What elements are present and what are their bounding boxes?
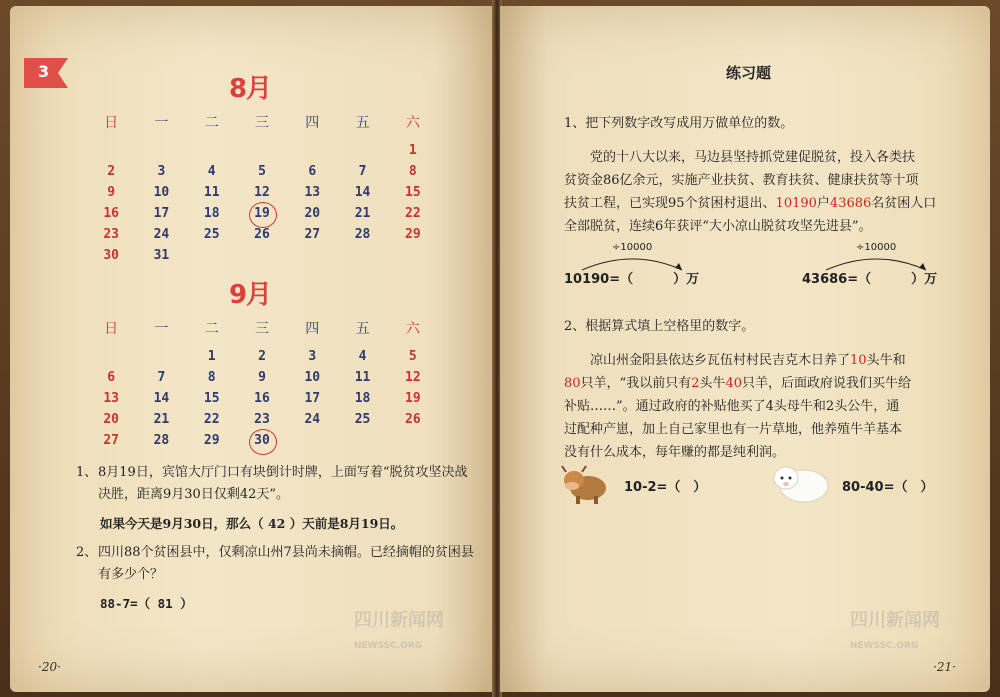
calendar-day: 17: [153, 206, 170, 221]
rq2-line-1-b: 头牛和: [866, 353, 906, 368]
rq1-line-1: 党的十八大以来，马边县坚持抓党建促脱贫，投入各类扶: [590, 150, 916, 165]
rq2-line-5: 没有什么成本，每年赚的都是纯利润。: [564, 445, 786, 460]
watermark-sub: NEWSSC.ORG: [850, 641, 919, 651]
weekday-header: 四: [305, 115, 320, 131]
month-title-august: 8月: [228, 74, 272, 104]
equation-cow: 10-2=（ ）: [624, 480, 707, 495]
calendar-day: 2: [258, 349, 266, 364]
left-page: [10, 6, 494, 692]
calendar-week: [86, 409, 438, 430]
calendar-day: 6: [308, 164, 317, 179]
calendar-day: 16: [254, 391, 270, 406]
rq2-number-40: 40: [725, 376, 743, 391]
calendar-day: 5: [408, 349, 417, 364]
calendar-day: 14: [153, 391, 170, 406]
calendar-day: 4: [207, 164, 216, 179]
exercise-title: 练习题: [726, 64, 772, 82]
calendar-day: 29: [405, 227, 421, 242]
calendar-day: 9: [107, 185, 116, 200]
page-number-left: ·20·: [38, 660, 61, 674]
calendar-day: 10: [153, 185, 170, 200]
question-2: [76, 542, 474, 586]
rq2-line-1: [590, 349, 906, 372]
calendar-day-circled: 30: [237, 433, 287, 448]
calendar-day: 25: [354, 412, 371, 427]
equation-10190: [564, 268, 699, 287]
calendar-day: 16: [103, 206, 119, 221]
rq1-number-10190: 10190: [775, 196, 817, 211]
rq2-line-2-a: 只羊，“我以前只有: [580, 376, 692, 391]
calendar-day: 31: [153, 248, 170, 263]
rq1-heading: 1、把下列数字改写成用万做单位的数。: [564, 116, 794, 131]
cow-icon: [560, 462, 610, 506]
weekday-header: 六: [405, 115, 420, 131]
calendar-day: 8: [408, 164, 417, 179]
watermark-text: 四川新闻网: [354, 610, 444, 631]
calendar-day: 28: [354, 227, 371, 242]
calendar-day: 26: [254, 227, 270, 242]
calendar-day: 9: [258, 370, 266, 385]
rq2-heading: 2、根据算式填上空格里的数字。: [564, 319, 755, 334]
rq1-line-2: 贫资金86亿余元，实施产业扶贫、教育扶贫、健康扶贫等十项: [564, 173, 919, 188]
rq1-line-3: [564, 192, 936, 215]
equation-10190-right: ）万: [673, 272, 700, 287]
calendar-day: 21: [354, 206, 371, 221]
equation-sheep: 80-40=（ ）: [842, 480, 934, 495]
equation-43686-left: 43686=（: [802, 272, 872, 287]
calendar-week: [86, 161, 438, 182]
calendar-week: [86, 430, 438, 451]
calendar-day: 12: [254, 185, 270, 200]
divide-label-2: ÷10000: [856, 242, 897, 253]
weekday-header: 二: [204, 321, 219, 337]
calendar-day: 10: [304, 370, 321, 385]
equation-43686: [802, 268, 937, 287]
right-page: [500, 6, 990, 692]
calendar-week: [86, 245, 438, 266]
calendar-week: [86, 182, 438, 203]
calendar-day: 12: [405, 370, 421, 385]
calendar-day: 18: [354, 391, 371, 406]
calendar-day: 2: [107, 164, 116, 179]
weekday-header-row: [86, 310, 438, 346]
weekday-header: 五: [355, 321, 370, 337]
calendar-day: 7: [157, 370, 166, 385]
weekday-header: 三: [254, 321, 269, 337]
rq2-line-2: [564, 372, 911, 395]
calendar-day: 22: [203, 412, 220, 427]
rq1-line-3-a: 扶贫工程，已实现95个贫困村退出、: [564, 196, 776, 211]
calendar-week: [86, 388, 438, 409]
calendar-day: 27: [304, 227, 321, 242]
question-1: [76, 462, 474, 506]
weekday-header: 日: [104, 115, 119, 131]
rq2-line-2-c: 只羊，后面政府说我们买牛给: [742, 376, 912, 391]
question-1-answer: 如果今天是9月30日，那么（ 42 ）天前是8月19日。: [100, 516, 404, 531]
question-2-number: 2、: [76, 545, 98, 560]
calendar-day: 13: [304, 185, 321, 200]
calendar-day: 27: [103, 433, 119, 448]
calendar-day-circled: 19: [237, 206, 287, 221]
calendar-day: 30: [103, 248, 119, 263]
calendar-day: 15: [203, 391, 220, 406]
page-number-right: ·21·: [933, 660, 956, 674]
divide-label-1: ÷10000: [612, 242, 653, 253]
calendar-day: 11: [354, 370, 371, 385]
weekday-header-row: [86, 104, 438, 140]
question-1-number: 1、: [76, 465, 98, 480]
calendar-day: 18: [203, 206, 220, 221]
calendar-day: 22: [405, 206, 421, 221]
calendar-day: 23: [254, 412, 270, 427]
watermark-sub: NEWSSC.ORG: [354, 641, 423, 651]
calendar-day: 11: [203, 185, 220, 200]
rq1-line-4: 全部脱贫，连续6年获评“大小凉山脱贫攻坚先进县”。: [564, 219, 872, 234]
weekday-header: 一: [154, 321, 169, 337]
calendar-day: 1: [207, 349, 216, 364]
calendar-day: 3: [157, 164, 166, 179]
calendar-day: 24: [304, 412, 321, 427]
calendar-day: 6: [107, 370, 116, 385]
calendar-week: [86, 367, 438, 388]
calendar-day: 19: [405, 391, 421, 406]
weekday-header: 二: [204, 115, 219, 131]
weekday-header: 六: [405, 321, 420, 337]
calendar-september: [86, 310, 438, 451]
watermark-text: 四川新闻网: [850, 610, 940, 631]
sheep-icon: [768, 460, 832, 508]
calendar-day: 17: [304, 391, 321, 406]
calendar-day: 24: [153, 227, 170, 242]
calendar-week: [86, 346, 438, 367]
calendar-week: [86, 140, 438, 161]
weekday-header: 三: [254, 115, 269, 131]
calendar-day: 25: [203, 227, 220, 242]
rq2-line-2-b: 头牛: [699, 376, 726, 391]
calendar-week: [86, 203, 438, 224]
rq1-number-43686: 43686: [829, 196, 872, 211]
weekday-header: 一: [154, 115, 169, 131]
calendar-day: 3: [308, 349, 317, 364]
rq2-number-80: 80: [564, 376, 581, 391]
weekday-header: 五: [355, 115, 370, 131]
rq2-line-4: 过配种产崽，加上自己家里也有一片草地，他养殖牛羊基本: [564, 422, 903, 437]
calendar-day: 23: [103, 227, 119, 242]
watermark-right: [850, 606, 940, 653]
question-2-text: 四川88个贫困县中，仅剩凉山州7县尚未摘帽。已经摘帽的贫困县有多少个？: [98, 545, 474, 582]
calendar-august: [86, 104, 438, 266]
weekday-header: 日: [104, 321, 119, 337]
calendar-day: 5: [258, 164, 266, 179]
calendar-day: 20: [103, 412, 119, 427]
rq1-line-3-b: 户: [816, 196, 830, 211]
rq2-line-1-a: 凉山州金阳县依达乡瓦伍村村民吉克木日养了: [590, 353, 851, 368]
calendar-day: 1: [408, 143, 417, 158]
equation-10190-left: 10190=（: [564, 272, 634, 287]
rq2-number-2: 2: [691, 376, 700, 391]
calendar-day: 13: [103, 391, 119, 406]
question-1-text: 8月19日，宾馆大厅门口有块倒计时牌，上面写着“脱贫攻坚决战决胜，距离9月30日仅剩42天”。: [98, 465, 468, 502]
calendar-day: 7: [358, 164, 367, 179]
chapter-tab: [24, 58, 68, 88]
calendar-day: 15: [405, 185, 421, 200]
equation-43686-right: ）万: [911, 272, 938, 287]
rq1-line-3-c: 名贫困人口: [871, 196, 937, 211]
calendar-day: 26: [405, 412, 421, 427]
calendar-day: 21: [153, 412, 170, 427]
rq2-line-3: 补贴……”。通过政府的补贴他买了4头母牛和2头公牛，通: [564, 399, 900, 414]
question-2-answer: 88-7=（ 81 ）: [100, 596, 193, 611]
calendar-day: 4: [358, 349, 367, 364]
calendar-day: 8: [207, 370, 216, 385]
month-title-september: 9月: [228, 280, 272, 310]
calendar-day: 28: [153, 433, 170, 448]
watermark-left: [354, 606, 444, 653]
calendar-day: 29: [203, 433, 220, 448]
weekday-header: 四: [305, 321, 320, 337]
calendar-day: 20: [304, 206, 321, 221]
chapter-number: 3: [38, 62, 50, 81]
calendar-day: 14: [354, 185, 371, 200]
rq2-number-10: 10: [850, 353, 867, 368]
